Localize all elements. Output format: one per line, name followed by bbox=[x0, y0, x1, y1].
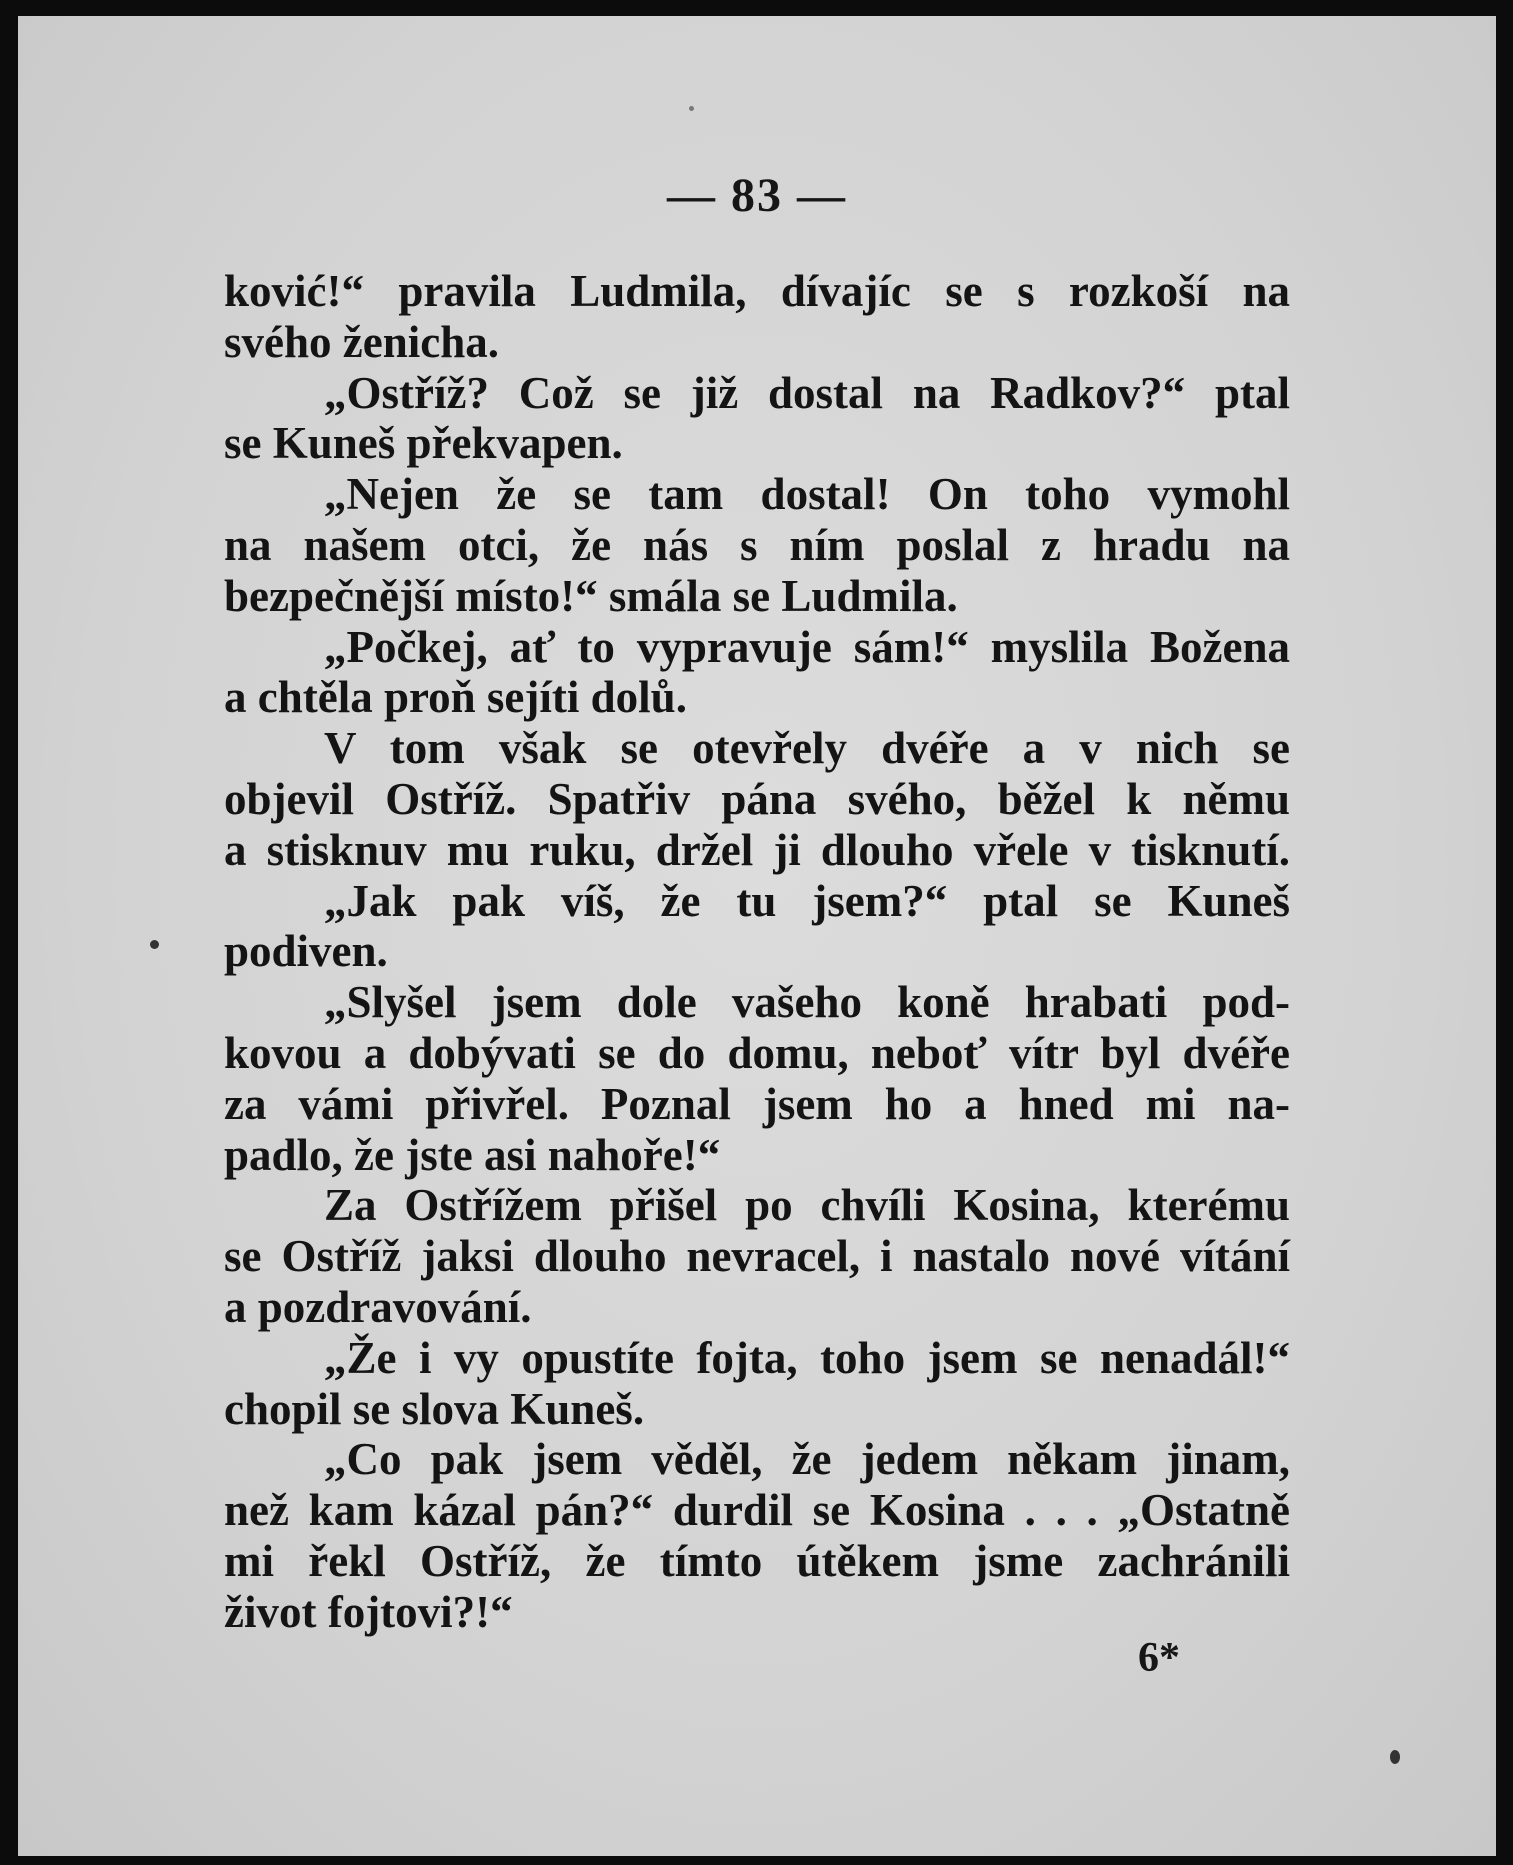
text-line: a pozdravování. bbox=[224, 1281, 532, 1332]
text-line: svého ženicha. bbox=[224, 316, 499, 367]
text-line: „Slyšel jsem dole vašeho koně hrabati pod- bbox=[324, 977, 1290, 1028]
text-line: se Ostříž jaksi dlouho nevracel, i nastalo nové vítání bbox=[224, 1231, 1290, 1282]
text-line: podiven. bbox=[224, 926, 388, 977]
text-line: „Jak pak víš, že tu jsem?“ ptal se Kuneš bbox=[324, 875, 1290, 926]
text-line: Za Ostřížem přišel po chvíli Kosina, kterému bbox=[324, 1180, 1290, 1231]
text-line: než kam kázal pán?“ durdil se Kosina . . . „Ostatně bbox=[224, 1485, 1290, 1536]
text-line: padlo, že jste asi nahoře!“ bbox=[224, 1129, 721, 1180]
ink-speck bbox=[689, 106, 694, 111]
text-line: „Co pak jsem věděl, že jedem někam jinam, bbox=[324, 1434, 1290, 1485]
text-line: na našem otci, že nás s ním poslal z hradu na bbox=[224, 519, 1290, 570]
text-line: objevil Ostříž. Spatřiv pána svého, běžel k němu bbox=[224, 773, 1290, 824]
text-line: mi řekl Ostříž, že tímto útěkem jsme zachránili bbox=[224, 1535, 1290, 1586]
book-page bbox=[18, 16, 1496, 1856]
text-line: „Že i vy opustíte fojta, toho jsem se nenadál!“ bbox=[324, 1332, 1290, 1383]
signature-mark: 6* bbox=[1138, 1635, 1180, 1681]
ink-speck bbox=[150, 940, 159, 949]
text-line: ković!“ pravila Ludmila, dívajíc se s rozkoší na bbox=[224, 266, 1290, 316]
text-line: kovou a dobývati se do domu, neboť vítr byl dvéře bbox=[224, 1027, 1290, 1078]
text-line: V tom však se otevřely dvéře a v nich se bbox=[324, 723, 1290, 774]
text-line: „Nejen že se tam dostal! On toho vymohl bbox=[324, 469, 1290, 520]
ink-speck bbox=[1390, 1750, 1400, 1764]
text-line: „Počkej, ať to vypravuje sám!“ myslila Božena bbox=[324, 621, 1290, 672]
text-line: a chtěla proň sejíti dolů. bbox=[224, 672, 687, 723]
text-line: za vámi přivřel. Poznal jsem ho a hned mi na- bbox=[224, 1078, 1290, 1129]
text-line: „Ostříž? Což se již dostal na Radkov?“ ptal bbox=[324, 367, 1290, 418]
page-number: — 83 — bbox=[667, 169, 847, 222]
text-line: život fojtovi?!“ bbox=[224, 1586, 513, 1637]
text-line: se Kuneš překvapen. bbox=[224, 418, 623, 469]
text-line: bezpečnější místo!“ smála se Ludmila. bbox=[224, 570, 958, 621]
text-line: chopil se slova Kuneš. bbox=[224, 1383, 645, 1434]
text-line: a stisknuv mu ruku, držel ji dlouho vřele v tisknutí. bbox=[224, 824, 1290, 875]
body-text bbox=[224, 266, 1290, 1638]
